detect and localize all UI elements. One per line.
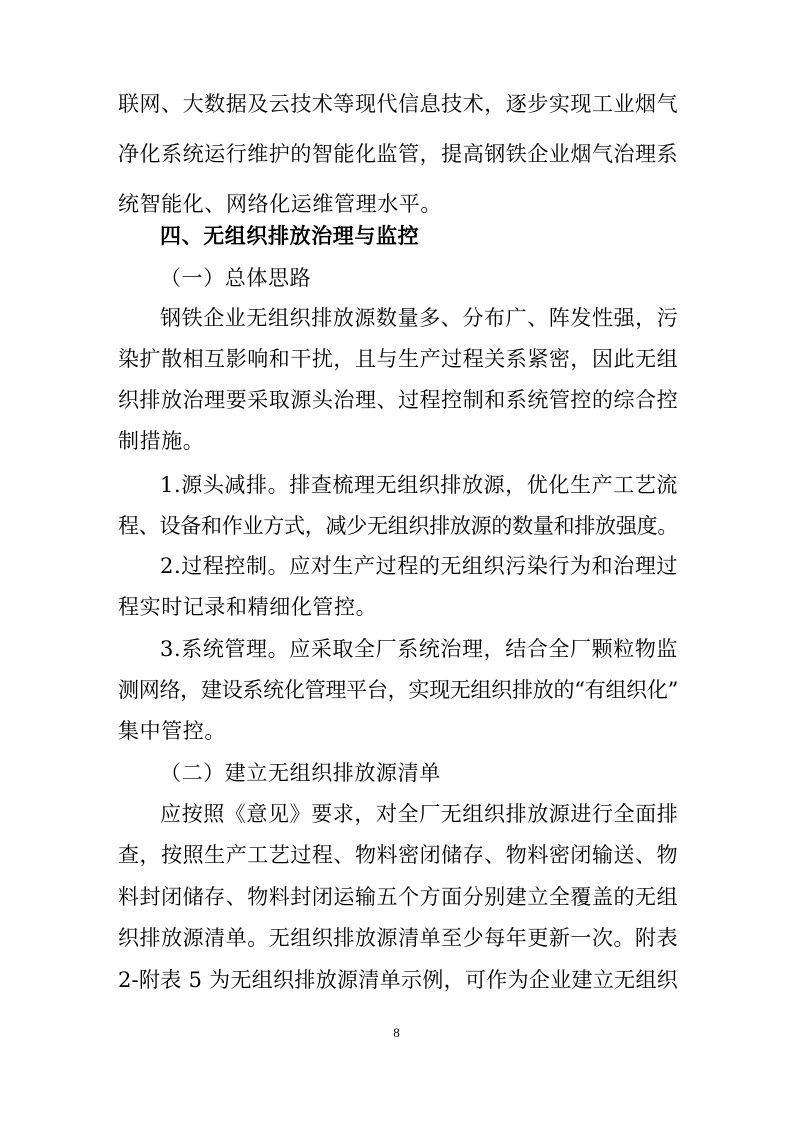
body-text-line: 织排放源清单。无组织排放源清单至少每年更新一次。附表 [118, 926, 678, 950]
body-text-line: 料封闭储存、物料封闭运输五个方面分别建立全覆盖的无组 [118, 885, 678, 909]
list-item-line: 3.系统管理。应采取全厂系统治理，结合全厂颗粒物监 [160, 637, 679, 661]
body-text-line: 应按照《意见》要求，对全厂无组织排放源进行全面排 [160, 802, 679, 826]
body-text-line: 染扩散相互影响和干扰，且与生产过程关系紧密，因此无组 [118, 347, 678, 371]
body-text-line: 制措施。 [118, 429, 205, 453]
section-heading: 四、无组织排放治理与监控 [160, 224, 420, 248]
subsection-heading: （二）建立无组织排放源清单 [160, 761, 441, 785]
list-item-line: 程、设备和作业方式，减少无组织排放源的数量和排放强度。 [118, 514, 678, 538]
body-text-line: 统智能化、网络化运维管理水平。 [118, 192, 442, 216]
page-number: 8 [393, 1025, 400, 1040]
body-text-line: 钢铁企业无组织排放源数量多、分布广、阵发性强，污 [160, 306, 679, 330]
subsection-heading: （一）总体思路 [160, 266, 312, 290]
body-text-line: 净化系统运行维护的智能化监管，提高钢铁企业烟气治理系 [118, 142, 678, 166]
body-text-line: 织排放治理要采取源头治理、过程控制和系统管控的综合控 [118, 388, 678, 412]
body-text-line: 联网、大数据及云技术等现代信息技术，逐步实现工业烟气 [118, 92, 678, 116]
list-item-line: 2.过程控制。应对生产过程的无组织污染行为和治理过 [160, 554, 679, 578]
list-item-line: 集中管控。 [118, 719, 226, 743]
list-item-line: 测网络，建设系统化管理平台，实现无组织排放的“有组织化” [118, 678, 678, 702]
list-item-line: 程实时记录和精细化管控。 [118, 595, 378, 619]
body-text-line: 2-附表 5 为无组织排放源清单示例，可作为企业建立无组织 [118, 968, 678, 992]
body-text-line: 查，按照生产工艺过程、物料密闭储存、物料密闭输送、物 [118, 843, 678, 867]
list-item-line: 1.源头减排。排查梳理无组织排放源，优化生产工艺流 [160, 473, 679, 497]
